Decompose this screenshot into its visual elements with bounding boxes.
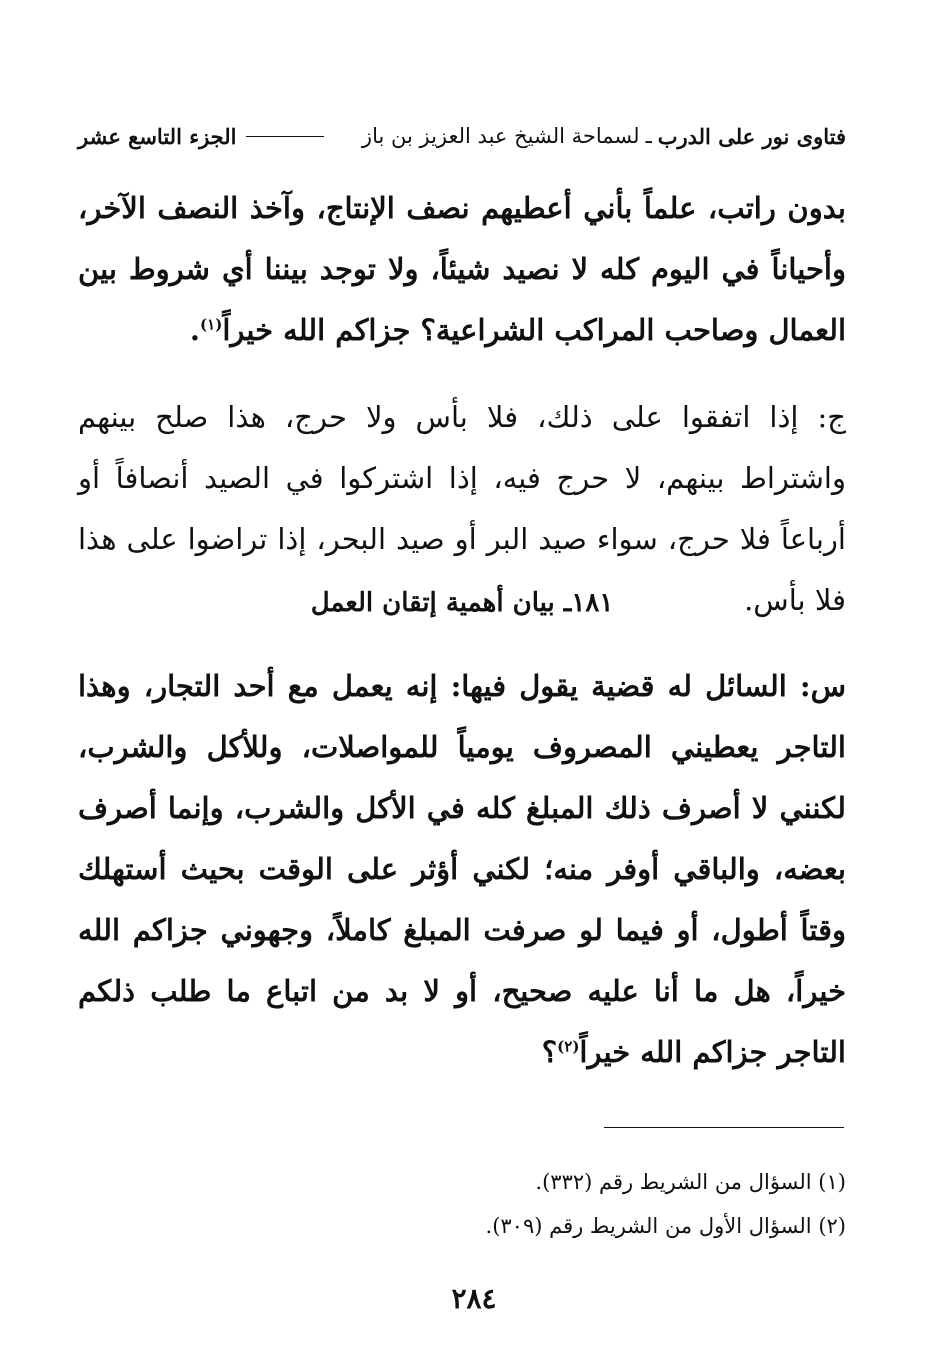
question-end: ؟ <box>541 1035 558 1069</box>
footnote-ref-1: (١) <box>200 315 223 334</box>
footnotes <box>78 1160 846 1248</box>
header-title-group <box>362 124 846 149</box>
question-paragraph <box>78 656 846 1083</box>
question-continuation-end: . <box>189 313 201 347</box>
header-rule <box>246 136 324 137</box>
header-part: الجزء التاسع عشر <box>78 123 237 149</box>
question-text: س: السائل له قضية يقول فيها: إنه يعمل مع أحد التجار، وهذا التاجر يعطيني المصروف يومياً للمواصلات، وللأكل والشرب، لكنني لا أصرف ذلك المبلغ كله في الأكل والشرب، وإنما أصرف بعضه، والباقي أوفر منه؛ لكني أؤثر على الوقت بحيث أستهلك وقتاً أطول، أو فيما لو صرفت المبلغ كاملاً، وجهوني جزاكم الله خيراً، هل ما أنا عليه صحيح، أو لا بد من اتباع ما طلب ذلكم التاجر جزاكم الله خيراً <box>78 669 846 1069</box>
footnote-1: (١) السؤال من الشريط رقم (٣٣٢). <box>535 1170 846 1194</box>
header-book-title: فتاوى نور على الدرب <box>657 123 846 149</box>
running-header <box>78 118 846 154</box>
header-author: لسماحة الشيخ عبد العزيز بن باز <box>361 124 640 148</box>
header-separator: ـ <box>645 124 652 148</box>
footnote-ref-2: (٢) <box>557 1037 580 1056</box>
section-title: ١٨١ـ بيان أهمية إتقان العمل <box>310 588 614 618</box>
footnote-divider <box>604 1127 844 1128</box>
footnote-2: (٢) السؤال الأول من الشريط رقم (٣٠٩). <box>485 1214 846 1238</box>
question-continuation-paragraph <box>78 178 846 361</box>
question-continuation-text: بدون راتب، علماً بأني أعطيهم نصف الإنتاج، وآخذ النصف الآخر، وأحياناً في اليوم كله لا نصيد شيئاً، ولا توجد بيننا أي شروط بين العمال وصاحب المراكب الشراعية؟ جزاكم الله خيراً <box>78 191 846 347</box>
answer-text: ج: إذا اتفقوا على ذلك، فلا بأس ولا حرج، هذا صلح بينهم واشتراط بينهم، لا حرج فيه، إذا اشتركوا في الصيد أنصافاً أو أرباعاً فلا حرج، سواء صيد البر أو صيد البحر، إذا تراضوا على هذا فلا بأس. <box>78 400 846 617</box>
header-part-group <box>78 124 334 149</box>
page-number: ٢٨٤ <box>451 1282 497 1315</box>
